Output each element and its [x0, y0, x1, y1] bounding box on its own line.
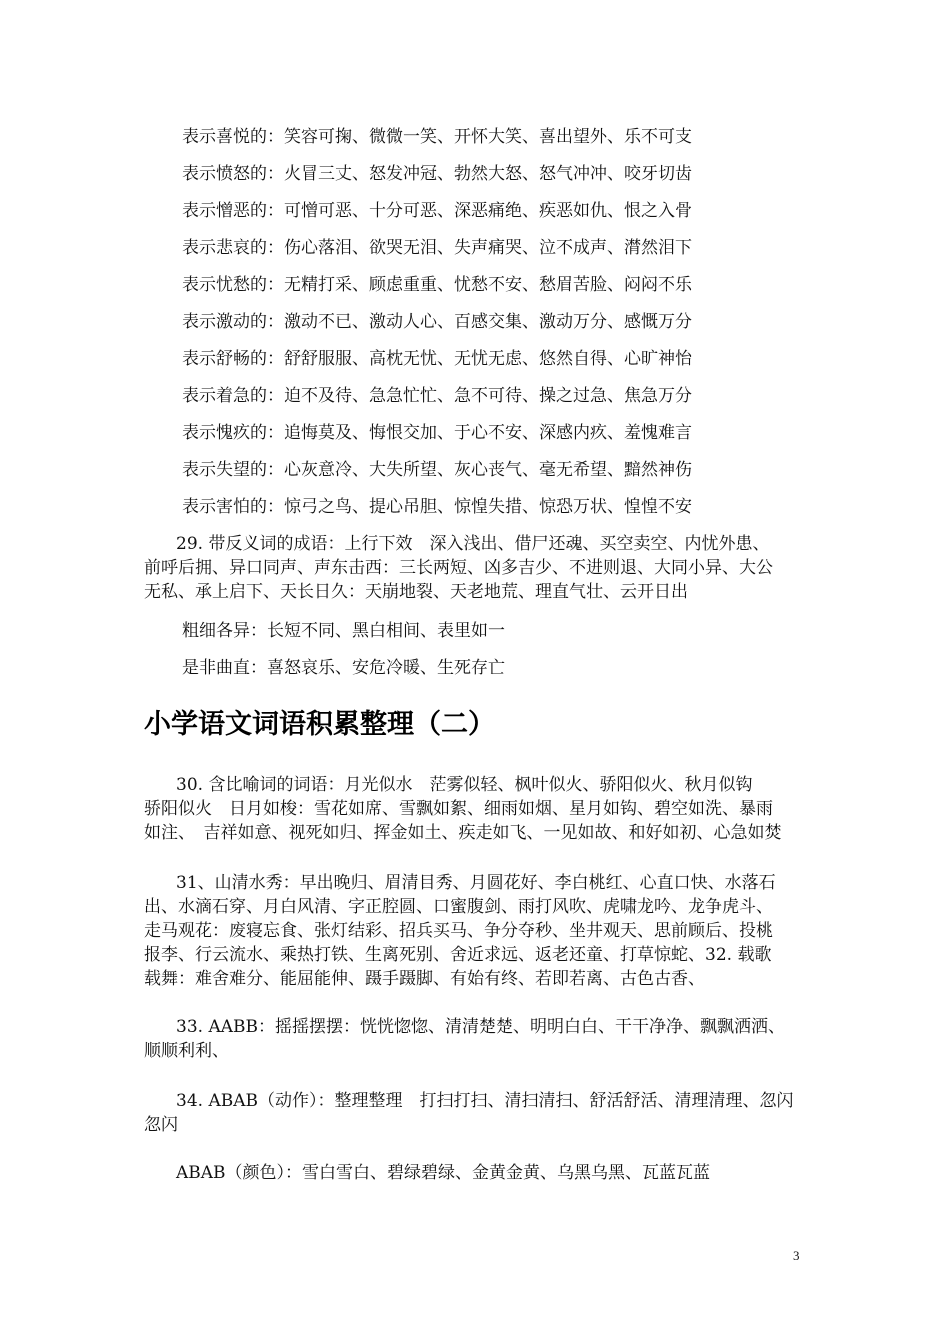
emotion-line-sorrow: 表示悲哀的：伤心落泪、欲哭无泪、失声痛哭、泣不成声、潸然泪下 — [182, 238, 692, 258]
paragraph-33-line: 顺顺利利、 — [144, 1041, 229, 1061]
emotion-line-worry: 表示忧愁的：无精打采、顾虑重重、忧愁不安、愁眉苦脸、闷闷不乐 — [182, 275, 692, 295]
emotion-line-excited: 表示激动的：激动不已、激动人心、百感交集、激动万分、感慨万分 — [182, 312, 692, 332]
paragraph-31-line: 走马观花：废寝忘食、张灯结彩、招兵买马、争分夺秒、坐井观天、思前顾后、投桃 — [144, 921, 773, 941]
paragraph-29-sub-line: 粗细各异：长短不同、黑白相间、表里如一 — [182, 621, 505, 641]
paragraph-33-line: 33. AABB：摇摇摆摆：恍恍惚惚、清清楚楚、明明白白、干干净净、飘飘洒洒、 — [176, 1017, 785, 1037]
paragraph-29-line: 29. 带反义词的成语：上行下效 深入浅出、借尸还魂、买空卖空、内忧外患、 — [176, 534, 770, 554]
emotion-line-anxious: 表示着急的：迫不及待、急急忙忙、急不可待、操之过急、焦急万分 — [182, 386, 692, 406]
paragraph-31-line: 31、山清水秀：早出晚归、眉清目秀、月圆花好、李白桃红、心直口快、水落石 — [176, 873, 776, 893]
paragraph-30-line: 骄阳似火 日月如梭：雪花如席、雪飘如絮、细雨如烟、星月如钩、碧空如洗、暴雨 — [144, 799, 773, 819]
page-number: 3 — [793, 1248, 800, 1263]
emotion-line-anger: 表示愤怒的：火冒三丈、怒发冲冠、勃然大怒、怒气冲冲、咬牙切齿 — [182, 164, 692, 184]
paragraph-29-sub-line: 是非曲直：喜怒哀乐、安危冷暖、生死存亡 — [182, 658, 505, 678]
paragraph-29-line: 无私、承上启下、天长日久：天崩地裂、天老地荒、理直气壮、云开日出 — [144, 582, 688, 602]
emotion-line-disappointed: 表示失望的：心灰意冷、大失所望、灰心丧气、毫无希望、黯然神伤 — [182, 460, 692, 480]
paragraph-29-line: 前呼后拥、异口同声、声东击西：三长两短、凶多吉少、不进则退、大同小异、大公 — [144, 558, 773, 578]
paragraph-30-line: 30. 含比喻词的词语：月光似水 茫雾似轻、枫叶似火、骄阳似火、秋月似钩 — [176, 775, 753, 795]
emotion-line-joy: 表示喜悦的：笑容可掬、微微一笑、开怀大笑、喜出望外、乐不可支 — [182, 127, 692, 147]
paragraph-31-line: 载舞：难舍难分、能屈能伸、蹑手蹑脚、有始有终、若即若离、古色古香、 — [144, 969, 705, 989]
emotion-line-fear: 表示害怕的：惊弓之鸟、提心吊胆、惊惶失措、惊恐万状、惶惶不安 — [182, 497, 692, 517]
paragraph-31-line: 报李、行云流水、乘热打铁、生离死别、舍近求远、返老还童、打草惊蛇、32. 载歌 — [144, 945, 772, 965]
paragraph-34-line: 忽闪 — [144, 1115, 178, 1135]
paragraph-34-sub-line: ABAB（颜色）：雪白雪白、碧绿碧绿、金黄金黄、乌黑乌黑、瓦蓝瓦蓝 — [176, 1163, 711, 1183]
paragraph-31-line: 出、水滴石穿、月白风清、字正腔圆、口蜜腹剑、雨打风吹、虎啸龙吟、龙争虎斗、 — [144, 897, 773, 917]
emotion-line-hatred: 表示憎恶的：可憎可恶、十分可恶、深恶痛绝、疾恶如仇、恨之入骨 — [182, 201, 692, 221]
section-heading: 小学语文词语积累整理（二） — [144, 709, 495, 740]
paragraph-30-line: 如注、 吉祥如意、视死如归、挥金如土、疾走如飞、一见如故、和好如初、心急如焚 — [144, 823, 782, 843]
paragraph-34-line: 34. ABAB（动作）：整理整理 打扫打扫、清扫清扫、舒活舒活、清理清理、忽闪 — [176, 1091, 794, 1111]
emotion-line-comfort: 表示舒畅的：舒舒服服、高枕无忧、无忧无虑、悠然自得、心旷神怡 — [182, 349, 692, 369]
emotion-line-guilt: 表示愧疚的：追悔莫及、悔恨交加、于心不安、深感内疚、羞愧难言 — [182, 423, 692, 443]
